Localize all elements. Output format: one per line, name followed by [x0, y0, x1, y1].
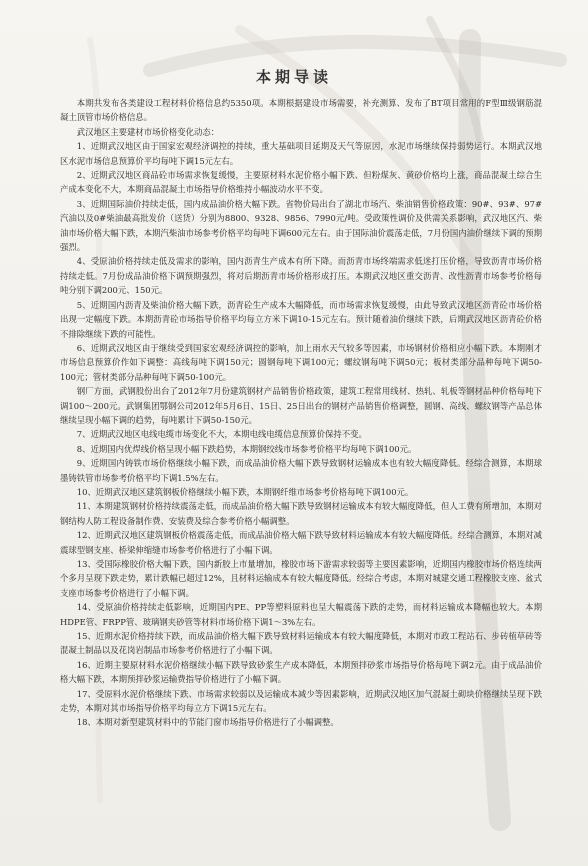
paragraph: 2、近期武汉地区商品砼市场需求恢复缓慢，主要原材料水泥价格小幅下跌、但粉煤灰、黄砂价格均上涨，商品混凝土综合生产成本变化不大，本期商品混凝土市场指导价格维持小幅波动水平不变。	[60, 170, 542, 195]
paragraph: 6、近期武汉地区由于继续受到国家宏观经济调控的影响，加上雨水天气较多等因素，市场钢材价格相应小幅下跌。本期刚才市场信息预算价作如下调整：高线每吨下调150元；圆钢每吨下调100元；螺纹钢每吨下调50元；板材类部分品种每吨下调50-100元；管材类部分品种每吨下调50-100元。	[60, 342, 542, 382]
paragraph: 1、近期武汉地区由于国家宏观经济调控的持续，重大基础项目延期及天气等原因，水泥市场继续保持弱势运行。本期武汉地区水泥市场信息预算价平均每吨下调15元左右。	[60, 141, 542, 166]
paragraph: 5、近期国内沥青及柴油价格大幅下跌，沥青砼生产成本大幅降低，而市场需求恢复缓慢，由此导致武汉地区沥青砼市场价格出现一定幅度下跌。本期沥青砼市场指导价格平均每立方米下调10-15元左右。预计随着油价继续下跌，后期武汉地区沥青砼价格不排除继续下跌的可能性。	[60, 299, 542, 339]
paragraph: 14、受原油价格持续走低影响，近期国内PE、PP等塑料原料也呈大幅震荡下跌的走势，而材料运输成本降幅也较大。本期HDPE管、FRPP管、玻璃钢夹砂管等材料市场价格下调1～3%左右。	[60, 602, 542, 627]
paragraph: 17、受原料水泥价格继续下跌、市场需求较弱以及运输成本减少等因素影响，近期武汉地区加气混凝土砌块价格继续呈现下跌走势，本期对其市场指导价格平均每立方下调15元左右。	[60, 688, 542, 714]
paragraph: 9、近期国内铸铁市场价格继续小幅下跌，而成品油价格大幅下跌导致钢材运输成本也有较大幅度降低。经综合测算，本期球墨铸铁管市场参考价格平均下调1.5%左右。	[60, 458, 542, 483]
article-body	[60, 96, 542, 730]
paragraph: 13、受国际橡胶价格大幅下跌，国内新胶上市量增加，橡胶市场下游需求较弱等主要因素影响，近期国内橡胶市场价格连续两个多月呈现下跌走势，累计跌幅已超过12%，且材料运输成本有较大幅度降低。经综合考虑，本期对城建交通工程橡胶支座、盆式支座市场参考价格进行了小幅下调。	[60, 559, 542, 598]
paragraph: 武汉地区主要建材市场价格变化动态：	[76, 126, 220, 137]
paragraph: 7、近期武汉地区电线电缆市场变化不大，本期电线电缆信息预算价保持不变。	[76, 429, 367, 440]
paragraph: 8、近期国内优焊线价格呈现小幅下跌趋势，本期钢绞线市场参考价格平均每吨下调100元。	[76, 443, 417, 454]
paragraph: 11、本期建筑钢材价格持续震荡走低，而成品油价格大幅下跌导致钢材运输成本有较大幅度降低，但人工费有所增加，本期对钢结构人防工程设备制作费、安装费及综合参考价格小幅调整。	[60, 501, 542, 526]
page-title: 本期导读	[255, 68, 332, 86]
paragraph: 16、近期主要原材料水泥价格继续小幅下跌导致砂浆生产成本降低，本期预拌砂浆市场指导价格每吨下调2元。由于成品油价格大幅下跌，本期预拌砂浆运输费指导价格进行了小幅下调。	[60, 659, 542, 685]
paragraph: 12、近期武汉地区建筑钢板价格震荡走低，而成品油价格大幅下跌导致材料运输成本有较大幅度降低。经综合测算，本期对减震球型钢支座、桥梁伸缩缝市场参考价格进行了小幅下调。	[60, 530, 542, 555]
paragraph: 4、受原油价格持续走低及需求的影响，国内沥青生产成本有所下降。而沥青市场终端需求低迷打压价格，导致沥青市场价格持续走低。7月份成品油价格下调预期强烈，将对后期沥青市场价格形成打压。本期武汉地区重交沥青、改性沥青市场参考价格每吨分别下调200元、150元。	[60, 256, 542, 296]
paragraph: 15、近期水泥价格持续下跌，而成品油价格大幅下跌导致材料运输成本有较大幅度降低，本期对市政工程站石、步砖植草砖等混凝土制品以及花岗岩制品市场参考价格进行了小幅下调。	[60, 631, 542, 656]
paragraph: 3、近期国际油价持续走低，国内成品油价格大幅下跌。省物价局出台了湖北市场汽、柴油销售价格政策：90#、93#、97#汽油以及0#柴油最高批发价（送货）分别为8800、9328、9856、7990元/吨。受政策性调价及供需关系影响，武汉地区汽、柴油市场价格大幅下跌，本期汽柴油市场参考价格平均每吨下调600元左右。由于国际油价震荡走低，7月份国内油价继续下调的预期强烈。	[60, 198, 542, 253]
paragraph: 18、本期对新型建筑材料中的节能门窗市场指导价格进行了小幅调整。	[76, 717, 339, 728]
paragraph: 钢厂方面，武钢股份出台了2012年7月份建筑钢材产品销售价格政策，建筑工程常用线材、热轧、轧板等钢材品种价格每吨下调100～200元。武钢集团鄂钢公司2012年5月6日、15日、25日出台的钢材产品销售价格调整，圆钢、高线、螺纹钢等产品总体继续呈现小幅下调的趋势，每吨累计下调50-150元。	[60, 386, 542, 425]
paragraph: 10、近期武汉地区建筑钢板价格继续小幅下跌，本期钢纤维市场参考价格每吨下调100元。	[76, 486, 414, 497]
paragraph: 本期共发布各类建设工程材料价格信息约5350项。本期根据建设市场需要，补充测算、发布了BT项目常用的F型Ⅲ级钢筋混凝土顶管市场价格信息。	[60, 98, 542, 123]
